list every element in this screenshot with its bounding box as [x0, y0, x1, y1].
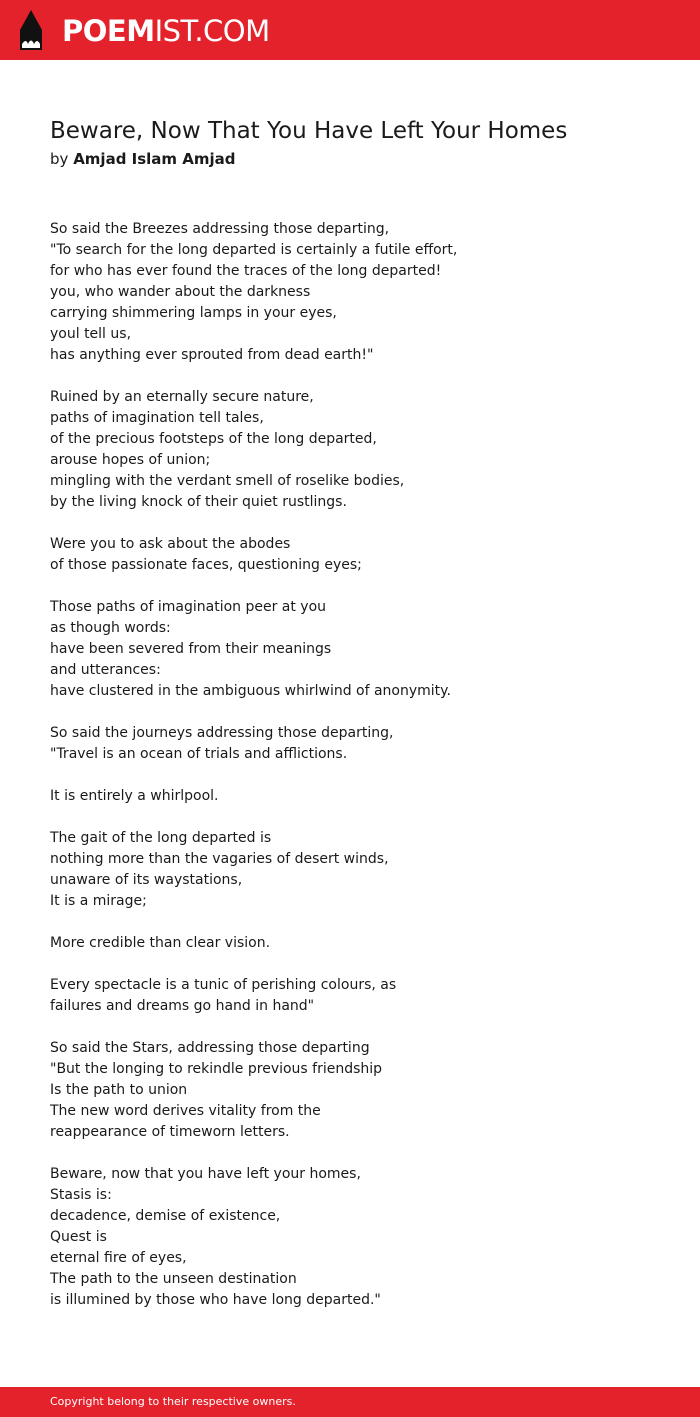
poem-line: arouse hopes of union; [50, 452, 211, 468]
poem-stanza [50, 1164, 650, 1311]
poem-line: Those paths of imagination peer at you [50, 599, 327, 615]
pencil-icon[interactable] [18, 10, 44, 52]
poem-line: has anything ever sprouted from dead earth!" [50, 347, 374, 363]
poem-line: Ruined by an eternally secure nature, [50, 389, 314, 405]
poem-line: have clustered in the ambiguous whirlwind of anonymity. [50, 683, 451, 699]
poem-line: Stasis is: [50, 1187, 112, 1203]
site-header [0, 0, 700, 60]
poem-line: carrying shimmering lamps in your eyes, [50, 305, 337, 321]
poem-line: have been severed from their meanings [50, 641, 332, 657]
site-logo[interactable] [62, 13, 270, 49]
poem-stanza [50, 219, 650, 366]
poem-line: youl tell us, [50, 326, 132, 342]
poem-line: So said the journeys addressing those departing, [50, 725, 394, 741]
poem-line: "To search for the long departed is certainly a futile effort, [50, 242, 458, 258]
poem-stanza [50, 975, 650, 1017]
poem-stanza [50, 387, 650, 513]
poem-line: paths of imagination tell tales, [50, 410, 264, 426]
poem-line: nothing more than the vagaries of desert winds, [50, 851, 389, 867]
copyright-text: Copyright belong to their respective owners. [50, 1395, 296, 1408]
poem-line: of the precious footsteps of the long departed, [50, 431, 377, 447]
poem-line: Every spectacle is a tunic of perishing colours, as [50, 977, 397, 993]
poem-stanza [50, 1038, 650, 1143]
poem-line: It is a mirage; [50, 893, 147, 909]
logo-light-text: IST.COM [154, 14, 270, 48]
poem-line: unaware of its waystations, [50, 872, 243, 888]
poem-body [50, 219, 650, 1332]
poem-line: Is the path to union [50, 1082, 188, 1098]
poem-line: Were you to ask about the abodes [50, 536, 291, 552]
poem-line: for who has ever found the traces of the long departed! [50, 263, 442, 279]
byline [50, 148, 236, 170]
author-name[interactable]: Amjad Islam Amjad [73, 150, 236, 168]
poem-line: reappearance of timeworn letters. [50, 1124, 290, 1140]
poem-stanza [50, 828, 650, 912]
poem-line: Beware, now that you have left your homes, [50, 1166, 361, 1182]
poem-title: Beware, Now That You Have Left Your Homes [50, 118, 568, 144]
poem-line: eternal fire of eyes, [50, 1250, 187, 1266]
poem-line: The gait of the long departed is [50, 830, 272, 846]
poem-line: as though words: [50, 620, 171, 636]
site-footer [0, 1387, 700, 1417]
by-label: by [50, 150, 69, 168]
poem-line: and utterances: [50, 662, 161, 678]
poem-line: Quest is [50, 1229, 107, 1245]
poem-line: It is entirely a whirlpool. [50, 788, 219, 804]
poem-stanza [50, 723, 650, 765]
poem-line: "Travel is an ocean of trials and afflictions. [50, 746, 348, 762]
poem-stanza [50, 534, 650, 576]
poem-line: you, who wander about the darkness [50, 284, 311, 300]
poem-line: So said the Breezes addressing those departing, [50, 221, 390, 237]
poem-line: More credible than clear vision. [50, 935, 271, 951]
logo-bold-text: POEM [62, 14, 155, 48]
poem-stanza [50, 786, 650, 807]
poem-line: mingling with the verdant smell of roselike bodies, [50, 473, 405, 489]
poem-stanza [50, 597, 650, 702]
poem-line: decadence, demise of existence, [50, 1208, 281, 1224]
poem-line: failures and dreams go hand in hand" [50, 998, 315, 1014]
poem-line: is illumined by those who have long departed." [50, 1292, 381, 1308]
poem-line: "But the longing to rekindle previous friendship [50, 1061, 383, 1077]
poem-line: So said the Stars, addressing those departing [50, 1040, 370, 1056]
poem-line: by the living knock of their quiet rustlings. [50, 494, 347, 510]
poem-stanza [50, 933, 650, 954]
poem-line: The path to the unseen destination [50, 1271, 297, 1287]
poem-line: The new word derives vitality from the [50, 1103, 321, 1119]
poem-line: of those passionate faces, questioning eyes; [50, 557, 362, 573]
